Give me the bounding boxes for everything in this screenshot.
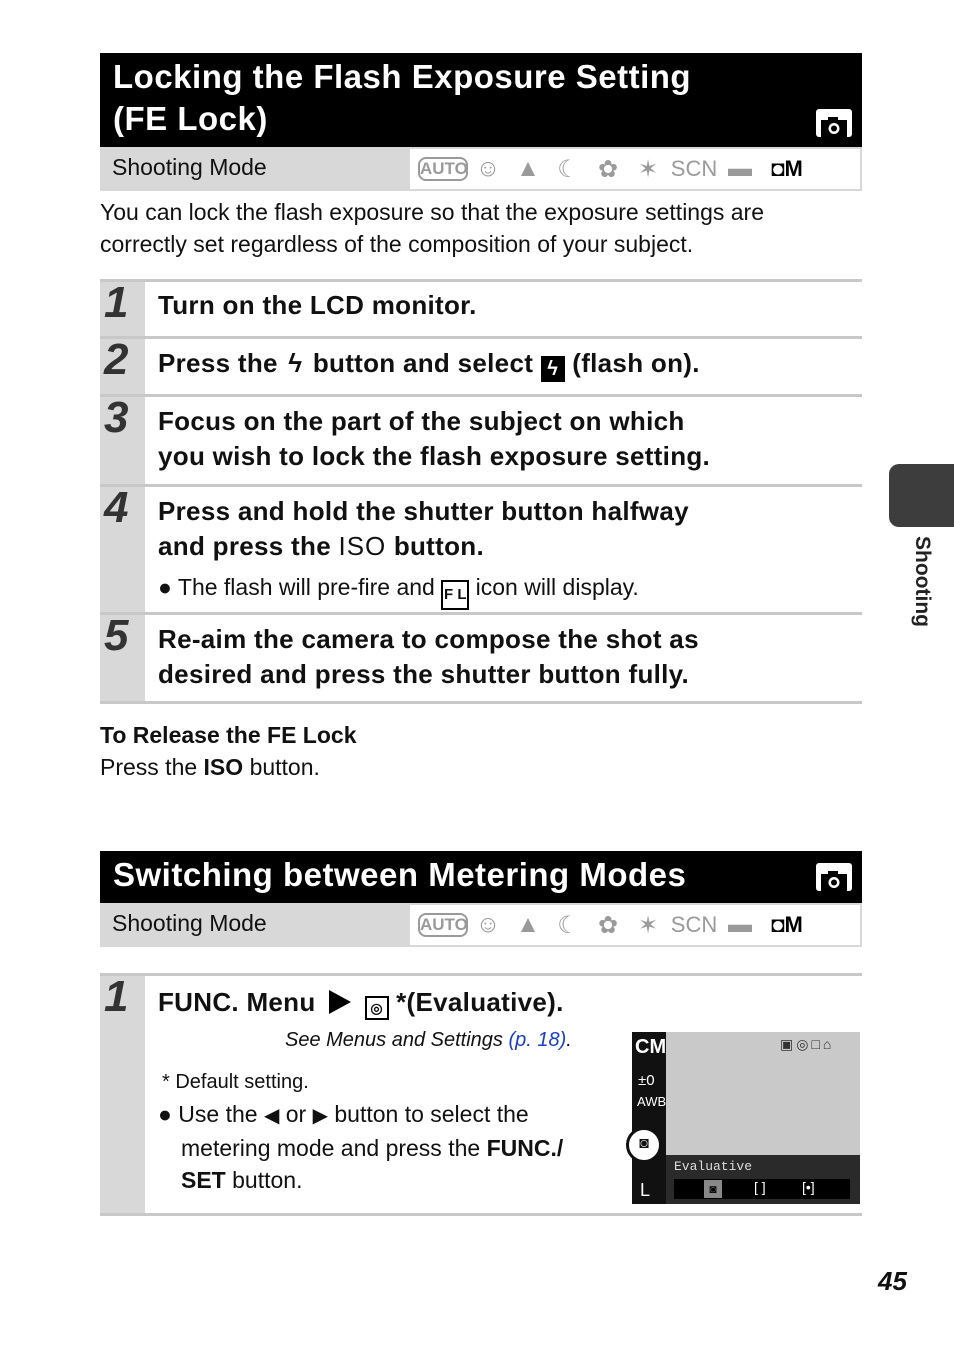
- intro-text: [100, 196, 860, 260]
- metering-step-1-text: [158, 985, 564, 1020]
- step-2: [100, 336, 862, 395]
- intro-line2: correctly set regardless of the composition of your subject.: [100, 231, 694, 257]
- manual-camera-mode-icon: ◘M: [771, 156, 803, 181]
- step-number: 1: [104, 278, 129, 327]
- step-number: 4: [104, 483, 129, 532]
- step-number-box: [100, 972, 145, 1216]
- step-number-box: [100, 278, 145, 338]
- lcd-mode-text: CM: [635, 1036, 667, 1058]
- step-3: [100, 394, 862, 486]
- step-4-bullet-before: The flash will pre-fire and: [177, 574, 435, 600]
- use-line2: [158, 1132, 563, 1164]
- movie-mode-icon: ▬: [728, 911, 752, 938]
- steps-end-rule: [100, 701, 862, 704]
- evaluative-text: *(Evaluative).: [396, 987, 564, 1017]
- lcd-size-text: L: [640, 1180, 651, 1200]
- step-3-text: [158, 404, 710, 474]
- section-title-metering: [100, 851, 862, 903]
- step-4-line2-before: and press the: [158, 531, 331, 561]
- step-5: [100, 612, 862, 703]
- manual-camera-mode-icon: ◘M: [771, 912, 803, 937]
- step-4-line2: [158, 529, 689, 564]
- spot-option-icon: [•]: [802, 1179, 815, 1195]
- lcd-screen-image: [632, 1032, 860, 1204]
- kids-mode-icon: ✿: [597, 155, 619, 183]
- scn-mode-icon: SCN: [670, 912, 718, 937]
- left-arrow-icon: ◀: [263, 1105, 280, 1127]
- step-number-box: [100, 611, 145, 703]
- landscape-mode-icon: ▲: [516, 155, 540, 182]
- lcd-option-row: [674, 1179, 850, 1199]
- release-before: Press the: [100, 754, 198, 780]
- indoor-mode-icon: ✶: [637, 155, 659, 183]
- flash-on-icon: ϟ: [541, 356, 565, 382]
- section-title-text: Switching between Metering Modes: [113, 856, 687, 893]
- release-after: button.: [249, 754, 320, 780]
- kids-mode-icon: ✿: [597, 911, 619, 939]
- chapter-side-tab: [889, 464, 954, 527]
- shooting-mode-row: [100, 147, 862, 191]
- step-4: [100, 484, 862, 613]
- default-note: * Default setting.: [162, 1071, 309, 1093]
- step-number-box: [100, 483, 145, 613]
- step-2-before: Press the: [158, 348, 278, 378]
- step-number: 3: [104, 393, 129, 442]
- shooting-mode-label: Shooting Mode: [112, 910, 267, 936]
- steps-end-rule-2: [100, 1213, 862, 1216]
- release-iso: ISO: [203, 754, 244, 780]
- auto-mode-icon: AUTO: [418, 157, 468, 181]
- night-mode-icon: ☾: [557, 911, 579, 939]
- portrait-mode-icon: ☺: [475, 155, 501, 182]
- night-mode-icon: ☾: [557, 155, 579, 183]
- intro-line1: You can lock the flash exposure so that the exposure settings are: [100, 199, 765, 225]
- shooting-mode-label: Shooting Mode: [112, 154, 267, 180]
- center-weighted-option-icon: [ ]: [754, 1179, 766, 1195]
- step-2-text: [158, 346, 700, 382]
- shooting-mode-row-2: [100, 903, 862, 947]
- use-line1-c: button to select the: [334, 1101, 529, 1127]
- auto-mode-icon: AUTO: [418, 913, 468, 937]
- use-buttons-bullet: [158, 1098, 563, 1196]
- step-4-bullet-after: icon will display.: [475, 574, 639, 600]
- step-number: 2: [104, 335, 129, 384]
- lcd-menu-bar: [666, 1155, 860, 1204]
- lcd-status-icons: ▣◎□⌂: [780, 1036, 835, 1052]
- page-number: 45: [878, 1266, 907, 1296]
- right-arrow-icon: ▶: [312, 1105, 328, 1127]
- chapter-side-label: [908, 536, 938, 656]
- use-line3-bold: SET: [181, 1167, 226, 1193]
- section-title-fe-lock: [100, 53, 862, 147]
- see-menus-period: .: [566, 1029, 572, 1051]
- indoor-mode-icon: ✶: [637, 911, 659, 939]
- use-line1: [158, 1098, 563, 1132]
- step-4-bullet: [158, 571, 639, 610]
- step-1: [100, 279, 862, 338]
- chapter-label-text: Shooting: [911, 536, 934, 627]
- bullet-dot-icon: ●: [158, 574, 172, 600]
- shooting-mode-icons: [410, 149, 860, 189]
- see-menus-ref: [285, 1029, 572, 1052]
- portrait-mode-icon: ☺: [475, 911, 501, 938]
- lcd-menu-label: Evaluative: [674, 1159, 753, 1174]
- step-4-line2-after: button.: [393, 531, 484, 561]
- release-body: [100, 754, 320, 781]
- use-line3: [158, 1164, 563, 1196]
- see-menus-text: See Menus and Settings: [285, 1029, 503, 1051]
- landscape-mode-icon: ▲: [516, 911, 540, 938]
- step-1-text: Turn on the LCD monitor.: [158, 290, 477, 320]
- step-number-box: [100, 335, 145, 395]
- step-5-text: [158, 622, 699, 692]
- shooting-mode-icons: [410, 905, 860, 945]
- fe-lock-icon: F L: [441, 580, 469, 610]
- step-4-text: [158, 494, 689, 564]
- use-line2-bold: FUNC./: [486, 1135, 564, 1161]
- step-3-line2: you wish to lock the flash exposure setting.: [158, 441, 711, 471]
- step-5-line1: Re-aim the camera to compose the shot as: [158, 624, 699, 654]
- evaluative-option-icon: ◙: [704, 1180, 722, 1198]
- scn-mode-icon: SCN: [670, 156, 718, 181]
- section-title-line1: Locking the Flash Exposure Setting: [113, 58, 692, 95]
- camera-mode-icon: [816, 109, 852, 137]
- step-number: 5: [104, 611, 129, 660]
- bullet-dot-icon: ●: [158, 1101, 172, 1127]
- step-2-after: (flash on).: [572, 348, 700, 378]
- lcd-wb-text: AWB: [637, 1094, 667, 1109]
- use-line1-b: or: [285, 1101, 307, 1127]
- evaluative-metering-icon: ◎: [365, 996, 389, 1020]
- step-number-box: [100, 393, 145, 486]
- iso-button-icon: ISO: [338, 531, 387, 561]
- lcd-selected-metering-icon: ◙: [626, 1127, 662, 1163]
- arrow-right-icon: [329, 990, 351, 1014]
- flash-button-icon: ϟ: [288, 348, 303, 378]
- step-5-line2: desired and press the shutter button fully.: [158, 659, 690, 689]
- step-number: 1: [104, 972, 129, 1021]
- movie-mode-icon: ▬: [728, 155, 752, 182]
- use-line3-after: button.: [232, 1167, 303, 1193]
- use-line1-a: Use the: [178, 1101, 258, 1127]
- release-heading: To Release the FE Lock: [100, 722, 357, 748]
- step-2-middle: button and select: [312, 348, 534, 378]
- page-ref-link[interactable]: (p. 18): [508, 1029, 567, 1051]
- use-line2-a: metering mode and press the: [181, 1135, 481, 1161]
- step-3-line1: Focus on the part of the subject on which: [158, 406, 685, 436]
- step-4-line1: Press and hold the shutter button halfway: [158, 496, 689, 526]
- lcd-ev-text: ±0: [638, 1072, 655, 1089]
- camera-mode-icon: [816, 863, 852, 891]
- func-menu-text: FUNC. Menu: [158, 987, 316, 1017]
- section-title-line2: (FE Lock): [113, 100, 268, 137]
